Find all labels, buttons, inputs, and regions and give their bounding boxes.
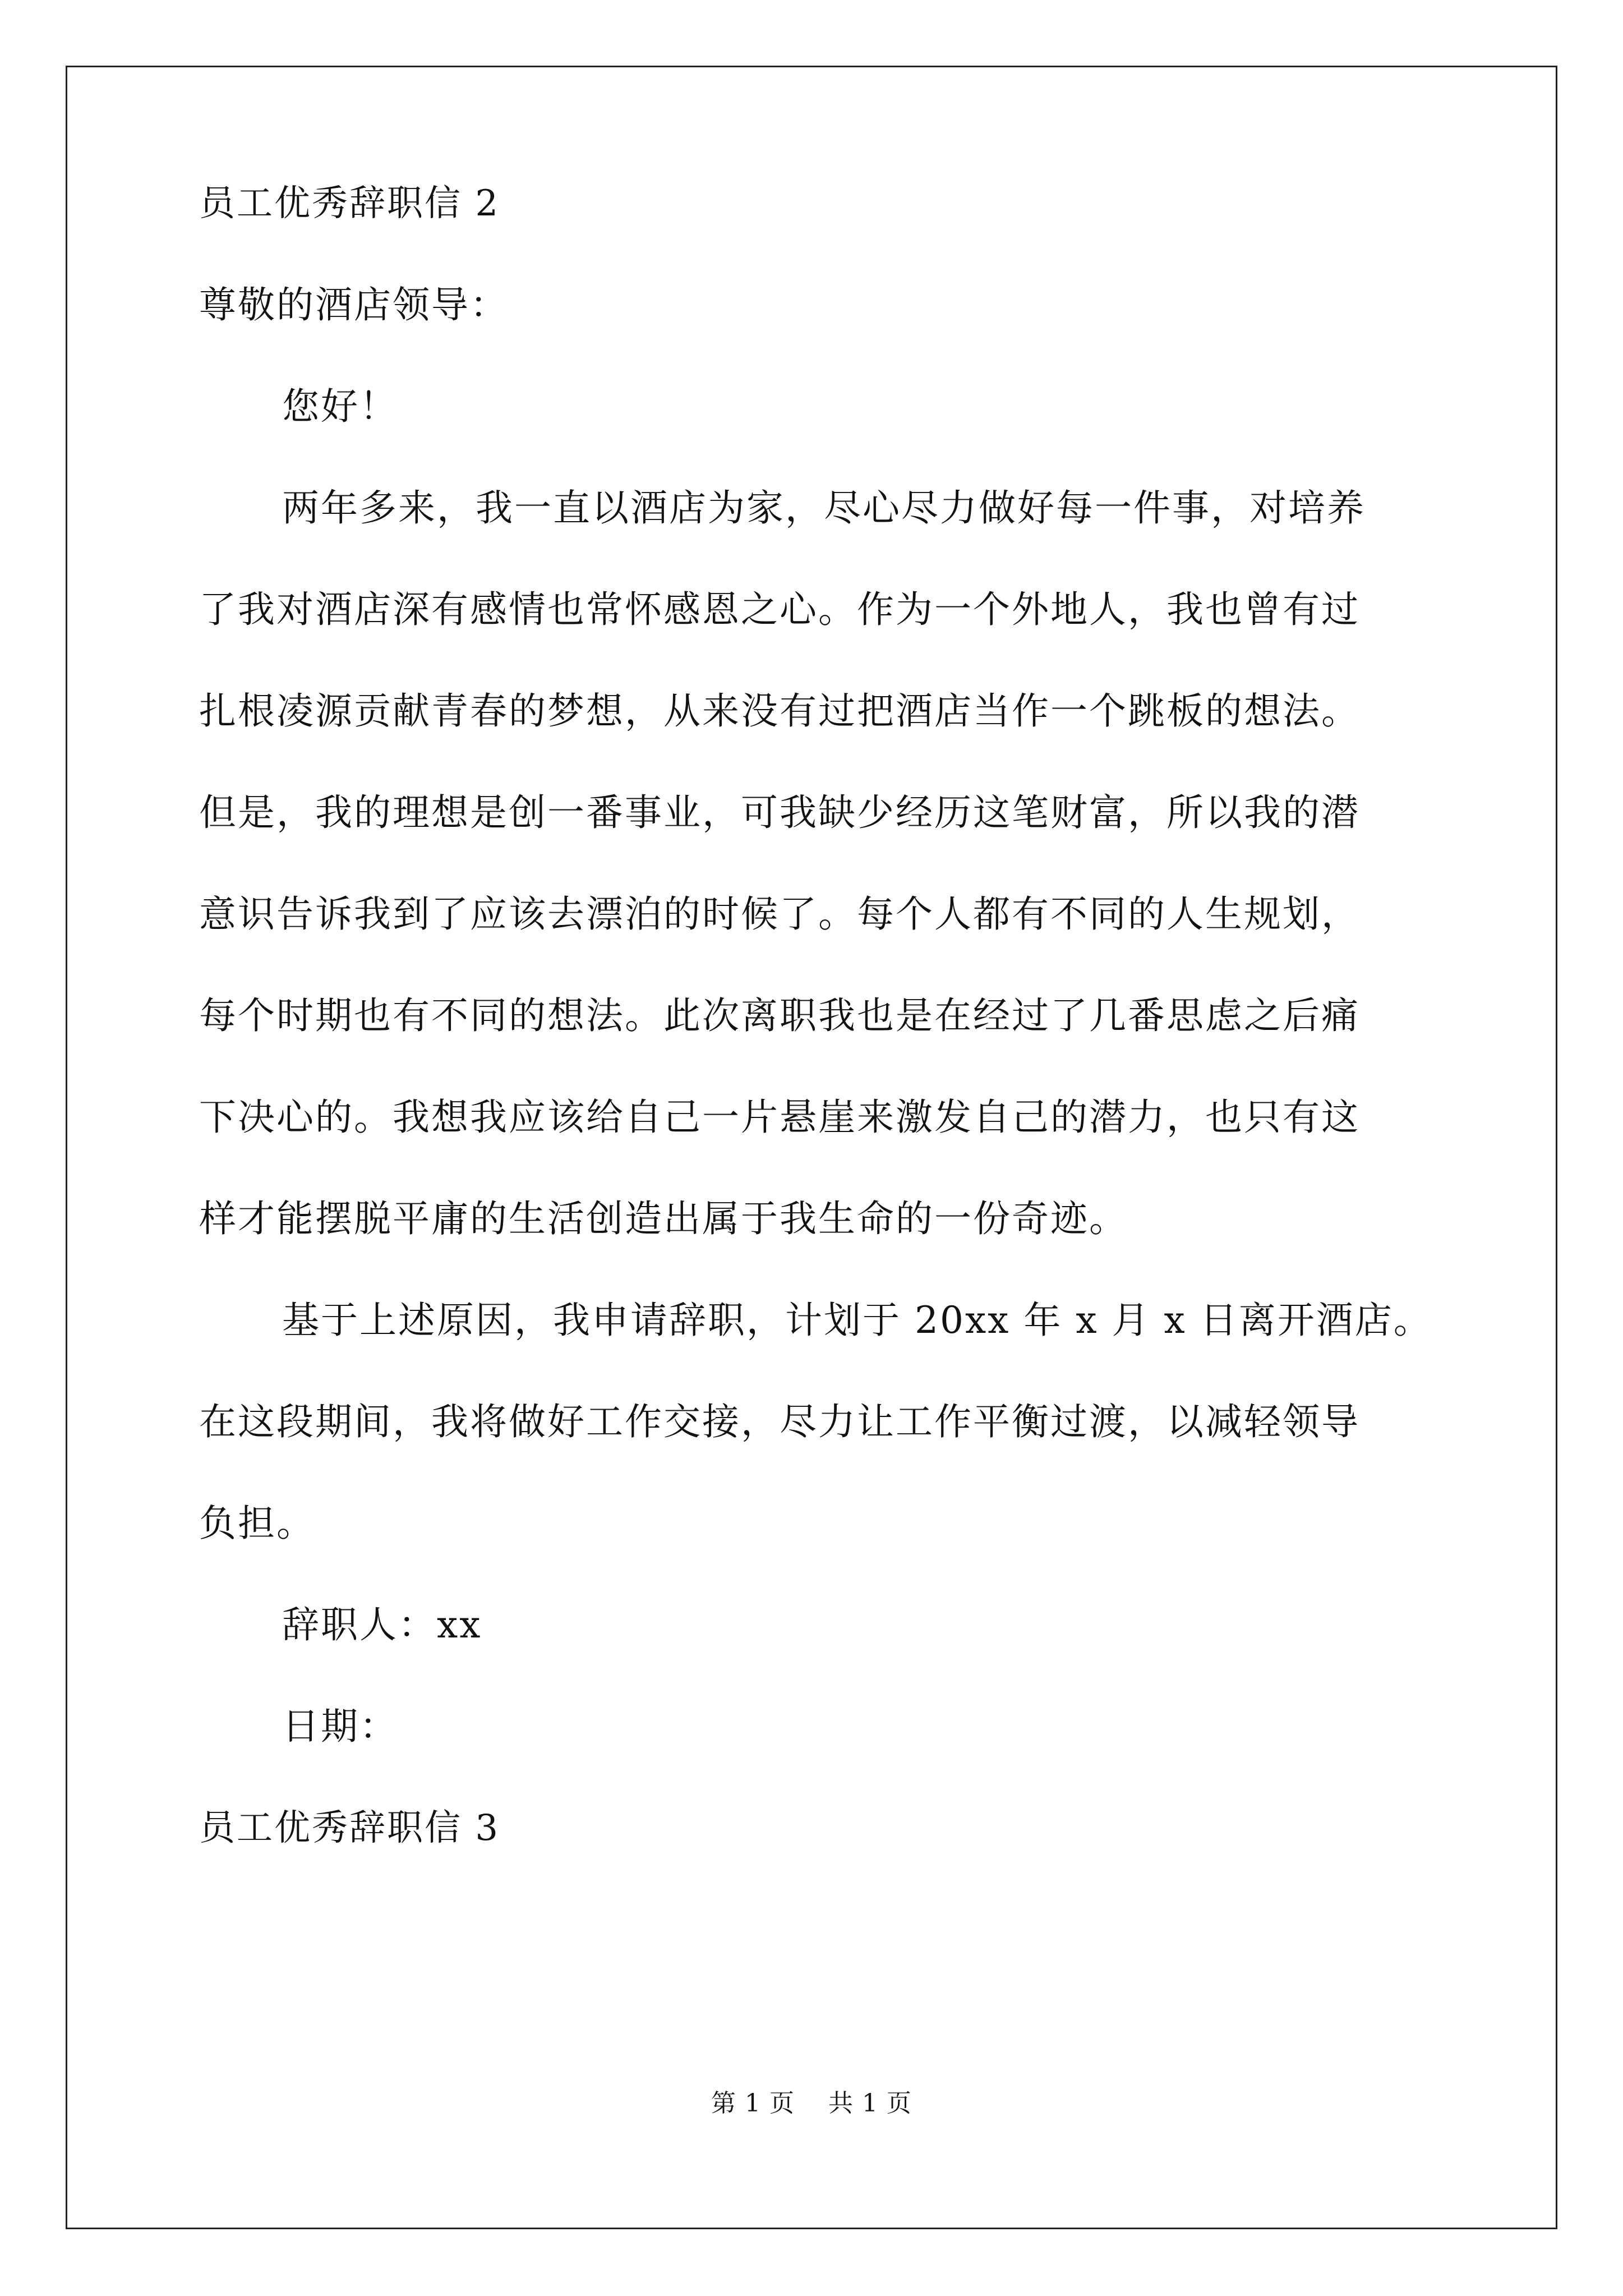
- paragraph-line: 每个时期也有不同的想法。此次离职我也是在经过了几番思虑之后痛: [199, 994, 1360, 1037]
- paragraph-line: 扎根凌源贡献青春的梦想，从来没有过把酒店当作一个跳板的想法。: [199, 689, 1360, 733]
- paragraph-line: 但是，我的理想是创一番事业，可我缺少经历这笔财富，所以我的潜: [199, 791, 1360, 834]
- paragraph-line: 下决心的。我想我应该给自己一片悬崖来激发自己的潜力，也只有这: [199, 1096, 1360, 1139]
- paragraph-line: 基于上述原因，我申请辞职，计划于 20xx 年 x 月 x 日离开酒店。: [282, 1299, 1432, 1342]
- letter-title: 员工优秀辞职信 2: [199, 183, 500, 224]
- next-letter-title: 员工优秀辞职信 3: [199, 1807, 500, 1849]
- paragraph-line: 在这段期间，我将做好工作交接，尽力让工作平衡过渡，以减轻领导: [199, 1400, 1360, 1443]
- paragraph-line: 了我对酒店深有感情也常怀感恩之心。作为一个外地人，我也曾有过: [199, 588, 1360, 631]
- paragraph-line: 意识告诉我到了应该去漂泊的时候了。每个人都有不同的人生规划，: [199, 892, 1360, 936]
- paragraph-line: 样才能摆脱平庸的生活创造出属于我生命的一份奇迹。: [199, 1197, 1128, 1240]
- page-number-footer: 第 1 页 共 1 页: [711, 2089, 912, 2118]
- salutation: 尊敬的酒店领导：: [199, 283, 509, 326]
- date-line: 日期：: [282, 1705, 398, 1748]
- paragraph-line: 两年多来，我一直以酒店为家，尽心尽力做好每一件事，对培养: [282, 486, 1366, 530]
- greeting: 您好！: [282, 385, 398, 428]
- paragraph-line: 负担。: [199, 1502, 315, 1545]
- document-body: [199, 185, 1433, 1911]
- signature-line: 辞职人：xx: [282, 1603, 482, 1646]
